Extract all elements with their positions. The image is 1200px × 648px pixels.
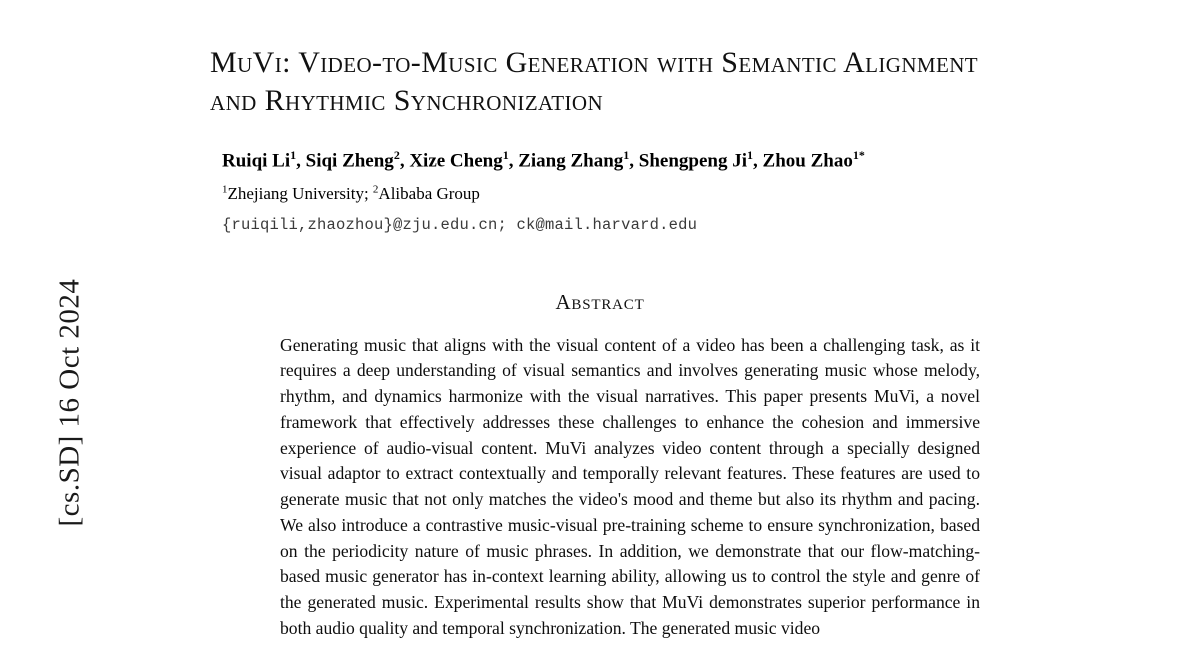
author-name-2: Xize Cheng <box>409 150 503 172</box>
affiliation-name-1: Alibaba Group <box>378 183 480 203</box>
author-emails: {ruiqili,zhaozhou}@zju.edu.cn; ck@mail.harvard.edu <box>222 215 698 234</box>
affiliation-sup-0: 1 <box>222 183 228 196</box>
author-sup-5: 1* <box>852 147 865 162</box>
affiliation-sup-1: 2 <box>372 183 379 196</box>
arxiv-stamp-text: [cs.SD] 16 Oct 2024 <box>53 278 86 527</box>
author-name-0: Ruiqi Li <box>222 150 291 172</box>
abstract-text: Generating music that aligns with the visual content of a video has been a challenging task, as it requires a deep understanding of visual semantics and involves generating music whose melody, rhythm, and dynamics harmonize with the visual narratives. This paper presents MuVi, a novel framework that effectively addresses these challenges to enhance the cohesion and immersive experience of audio-visual content. MuVi analyzes video content through a specially designed visual adaptor to extract contextually and temporally relevant features. These features are used to generate music that not only matches the video's mood and theme but also its rhythm and pacing. We also introduce a contrastive music-visual pre-training scheme to ensure synchronization, based on the periodicity nature of music phrases. In addition, we demonstrate that our flow-matching-based music generator has in-context learning ability, allowing us to control the style and genre of the generated music. Experimental results show that MuVi demonstrates superior performance in both audio quality and temporal synchronization. The generated music video <box>280 334 980 638</box>
author-list: Ruiqi Li$^1$, Siqi Zheng$^2$, Xize Cheng$^1$, Ziang Zhang$^1$, Shengpeng Ji$^1$, Zhou Zhao$^{1*}$ <box>222 147 865 172</box>
author-sup-0: 1 <box>290 147 297 162</box>
affiliation-name-0: Zhejiang University; <box>227 183 369 203</box>
author-sup-2: 1 <box>502 147 509 162</box>
authors-block <box>150 121 1050 234</box>
author-sup-3: 1 <box>623 147 630 162</box>
author-name-1: Siqi Zheng <box>305 150 394 172</box>
author-name-4: Shengpeng Ji <box>638 150 748 172</box>
author-sup-1: 2 <box>393 147 400 162</box>
page-title: MuVi: Video-to-Music Generation with Semantic Alignment and Rhythmic Synchronization <box>210 46 979 118</box>
affiliation-list <box>222 182 1010 206</box>
abstract-heading: Abstract <box>555 289 645 314</box>
author-sup-4: 1 <box>747 147 754 162</box>
paper-body <box>150 0 1050 648</box>
author-name-3: Ziang Zhang <box>518 150 624 172</box>
arxiv-side-stamp <box>0 0 100 648</box>
author-name-5: Zhou Zhao <box>762 150 853 172</box>
